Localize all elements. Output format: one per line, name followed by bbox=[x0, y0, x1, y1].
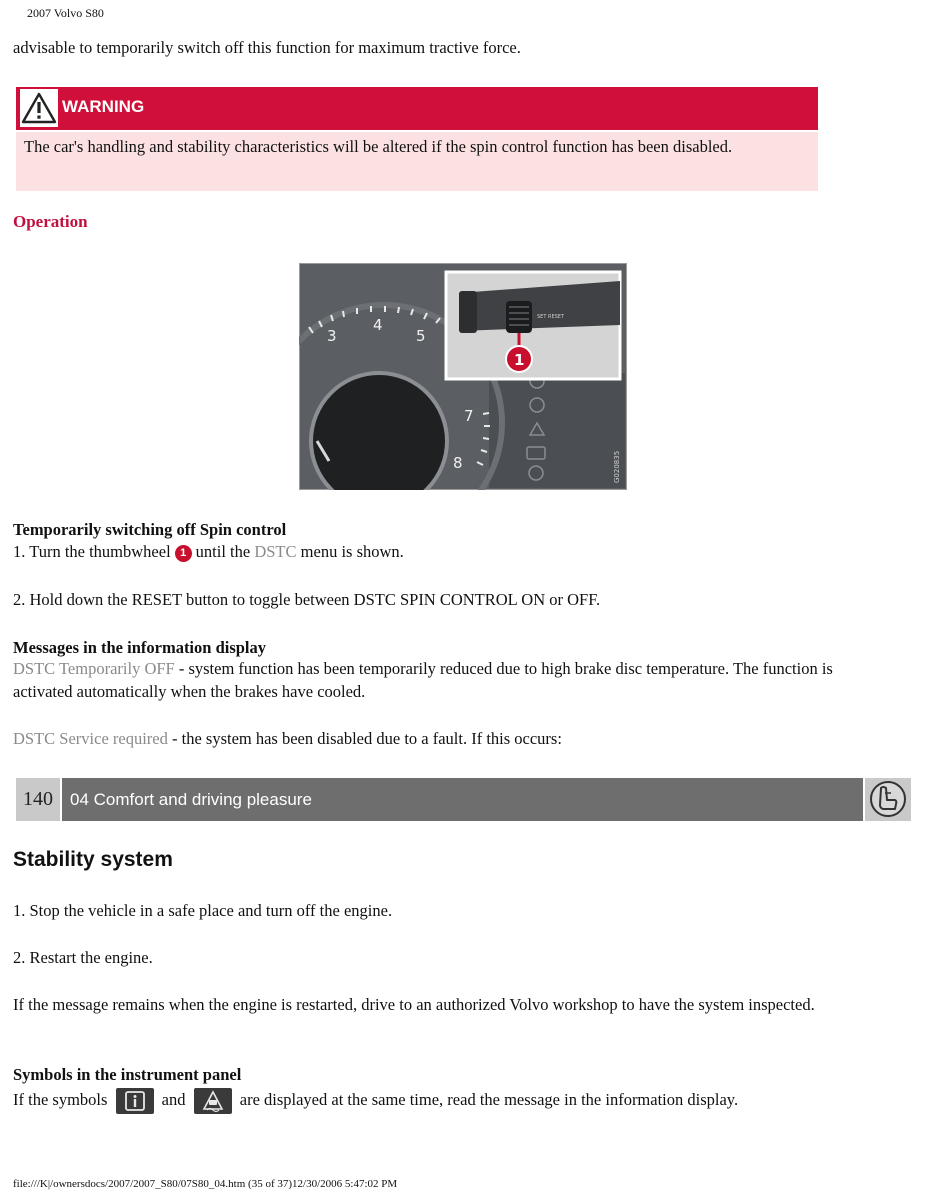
warning-label: WARNING bbox=[62, 97, 145, 116]
message-temporarily-off: DSTC Temporarily OFF - system function has been temporarily reduced due to high brake disc temperature. The function is activated automatically when the brakes have cooled. bbox=[13, 659, 833, 701]
callout-1-icon: 1 bbox=[175, 545, 192, 562]
seat-icon bbox=[865, 778, 911, 821]
footer-path: file:///K|/ownersdocs/2007/2007_S80/07S80_04.htm (35 of 37)12/30/2006 5:47:02 PM bbox=[13, 1178, 398, 1190]
gauge-number-8: 8 bbox=[453, 454, 463, 472]
svg-text:G020835: G020835 bbox=[613, 450, 621, 483]
page-number: 140 bbox=[16, 778, 60, 821]
dstc-menu-text: DSTC bbox=[254, 542, 297, 561]
gauge-number-7: 7 bbox=[464, 407, 474, 425]
message-service-required: DSTC Service required - the system has been disabled due to a fault. If this occurs: bbox=[13, 729, 562, 748]
stability-paragraph: If the message remains when the engine is restarted, drive to an authorized Volvo workshop to have the system inspected. bbox=[13, 995, 815, 1014]
messages-heading: Messages in the information display bbox=[13, 638, 267, 657]
thumbwheel-figure bbox=[299, 263, 627, 490]
section-icon-box bbox=[865, 778, 911, 821]
warning-text: The car's handling and stability characteristics will be altered if the spin control function has been disabled. bbox=[16, 132, 818, 191]
spin-control-heading: Temporarily switching off Spin control bbox=[13, 520, 287, 539]
skid-car-symbol-icon bbox=[194, 1088, 232, 1114]
warning-header bbox=[16, 87, 818, 130]
intro-text: advisable to temporarily switch off this function for maximum tractive force. bbox=[13, 38, 521, 57]
warning-triangle-icon bbox=[20, 89, 58, 127]
section-title: 04 Comfort and driving pleasure bbox=[62, 778, 863, 821]
spin-control-step2: 2. Hold down the RESET button to toggle between DSTC SPIN CONTROL ON or OFF. bbox=[13, 590, 601, 609]
gauge-number-4: 4 bbox=[373, 316, 383, 334]
operation-heading: Operation bbox=[13, 212, 88, 231]
figure-callout-1: 1 bbox=[514, 351, 525, 369]
info-symbol-icon bbox=[116, 1088, 154, 1114]
stability-heading: Stability system bbox=[13, 848, 173, 871]
spin-control-step1: 1. Turn the thumbwheel 1 until the DSTC menu is shown. bbox=[13, 542, 404, 561]
stability-step2: 2. Restart the engine. bbox=[13, 948, 153, 967]
document-header: 2007 Volvo S80 bbox=[27, 6, 104, 20]
svg-text:SET RESET: SET RESET bbox=[537, 314, 564, 320]
symbols-heading: Symbols in the instrument panel bbox=[13, 1065, 242, 1084]
gauge-number-3: 3 bbox=[327, 327, 337, 345]
gauge-number-5: 5 bbox=[416, 327, 426, 345]
stability-step1: 1. Stop the vehicle in a safe place and turn off the engine. bbox=[13, 901, 393, 920]
symbols-text: If the symbols and are displayed at the same time, read the message in the information display. bbox=[13, 1088, 738, 1114]
